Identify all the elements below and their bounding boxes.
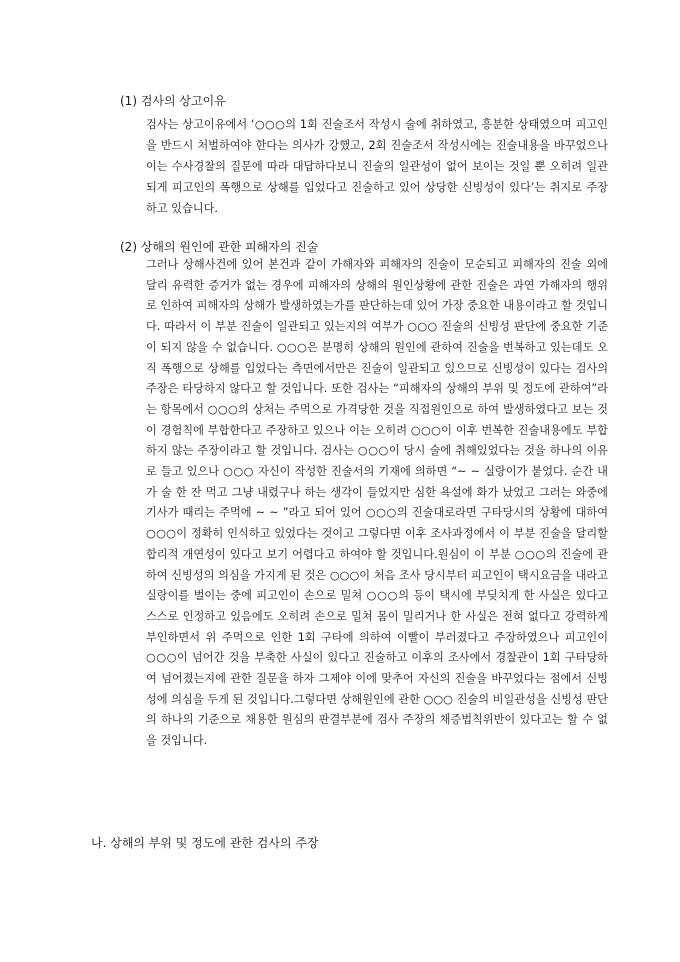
- section-1-heading: (1) 검사의 상고이유: [120, 94, 226, 108]
- section-1-body: 검사는 상고이유에서 ‘○○○의 1회 진술조서 작성시 술에 취하였고, 흥분한 상태였으며 피고인을 반드시 처벌하여야 한다는 의사가 강했고, 2회 진술조서 작성시에는 진술내용을 바꾸었으나 이는 수사경찰의 질문에 따라 대답하다보니 진술의 일관성이 없어 보이는 것일 뿐 오히려 일관되게 피고인의 폭행으로 상해를 입었다고 진술하고 있어 상당한 신빙성이 있다’는 취지로 주장하고 있습니다.: [146, 118, 608, 215]
- section-2-heading: (2) 상해의 원인에 관한 피해자의 진술: [120, 240, 319, 254]
- section-na-heading: 나. 상해의 부위 및 정도에 관한 검사의 주장: [91, 836, 319, 850]
- section-2-body: 그러나 상해사건에 있어 본건과 같이 가해자와 피해자의 진술이 모순되고 피해자의 진술 외에 달리 유력한 증거가 없는 경우에 피해자의 상해의 원인상황에 관한 진술은 과연 가해자의 행위로 인하여 피해자의 상해가 발생하였는가를 판단하는데 있어 가장 중요한 내용이라고 할 것입니다. 따라서 이 부분 진술이 일관되고 있는지의 여부가 ○○○ 진술의 신빙성 판단에 중요한 기준이 되지 않을 수 없습니다. ○○○은 분명히 상해의 원인에 관하여 진술을 번복하고 있는데도 오직 폭행으로 상해를 입었다는 측면에서만은 진술이 일관되고 있으므로 신빙성이 있다는 검사의 주장은 타당하지 않다고 할 것입니다. 또한 검사는 “피해자의 상해의 부위 및 정도에 관하여”라는 항목에서 ○○○의 상처는 주먹으로 가격당한 것을 직접원인으로 하여 발생하였다고 보는 것이 경험칙에 부합한다고 주장하고 있으나 이는 오히려 ○○○이 이후 번복한 진술내용에도 부합하지 않는 주장이라고 할 것입니다. 검사는 ○○○이 당시 술에 취해있었다는 것을 하나의 이유로 들고 있으나 ○○○ 자신이 작성한 진술서의 기재에 의하면 “~ ~ 실랑이가 붙었다. 순간 내가 술 한 잔 먹고 그냥 내렸구나 하는 생각이 들었지만 심한 욕설에 화가 났었고 그러는 와중에 기사가 때리는 주먹에 ~ ~ ”라고 되어 있어 ○○○의 진술대로라면 구타당시의 상황에 대하여 ○○○이 정확히 인식하고 있었다는 것이고 그렇다면 이후 조사과정에서 이 부분 진술을 달리할 합리적 개연성이 있다고 보기 어렵다고 하여야 할 것입니다.원심이 이 부분 ○○○의 진술에 관하여 신빙성의 의심을 가지게 된 것은 ○○○이 처음 조사 당시부터 피고인이 택시요금을 내라고 실랑이를 벌이는 중에 피고인이 손으로 밀쳐 ○○○의 등이 택시에 부딪치게 한 사실은 있다고 스스로 인정하고 있음에도 오히려 손으로 밀쳐 몸이 밀리거나 한 사실은 전혀 없다고 강력하게 부인하면서 위 주먹으로 인한 1회 구타에 의하여 이빨이 부러졌다고 주장하였으나 피고인이 ○○○이 넘어간 것을 부축한 사실이 있다고 진술하고 이후의 조사에서 경찰관이 1회 구타당하여 넘어졌는지에 관한 질문을 하자 그제야 이에 맞추어 자신의 진술을 바꾸었다는 점에서 신빙성에 의심을 두게 된 것입니다.그렇다면 상해원인에 관한 ○○○ 진술의 비일관성을 신빙성 판단의 하나의 기준으로 채용한 원심의 판결부분에 검사 주장의 채증법칙위반이 있다고는 할 수 없을 것입니다.: [146, 258, 608, 748]
